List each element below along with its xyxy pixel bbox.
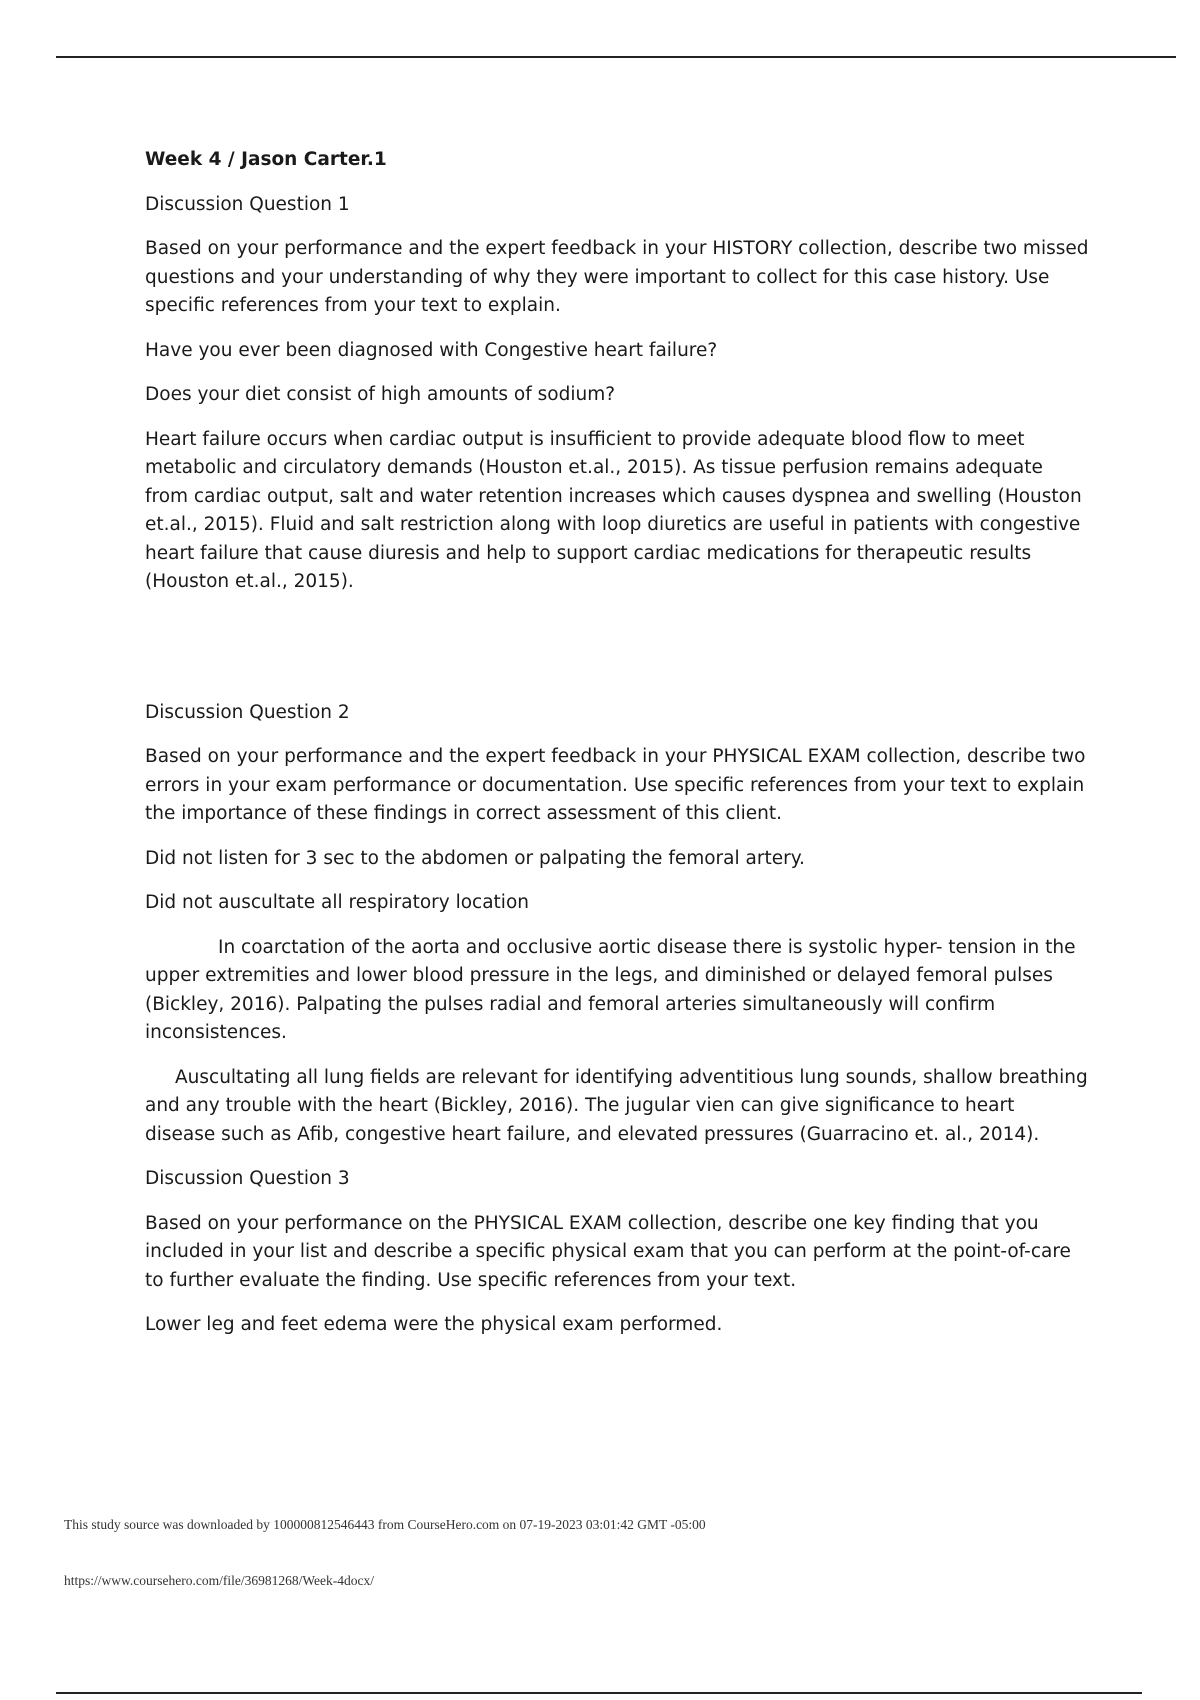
q2-heading: Discussion Question 2 [145, 701, 350, 723]
q1-heading: Discussion Question 1 [145, 193, 350, 215]
q3-prompt: Based on your performance on the PHYSICAL EXAM collection, describe one key finding that you included in your list and describe a specific physical exam that you can perform at the point-of-care to further evaluate the finding. Use specific references from your text. [145, 1212, 1071, 1291]
q2-prompt: Based on your performance and the expert feedback in your PHYSICAL EXAM collection, describe two errors in your exam performance or documentation. Use specific references from your text to explain the importance of these findings in correct assessment of this client. [145, 746, 1086, 824]
document-title: Week 4 / Jason Carter.1 [145, 149, 387, 170]
q1-answer-1: Have you ever been diagnosed with Congestive heart failure? [145, 339, 718, 361]
source-url-line: https://www.coursehero.com/file/36981268/Week-4docx/ [64, 1573, 374, 1588]
q2-answer-2: Did not auscultate all respiratory location [145, 892, 529, 913]
q2-explanation-2: Auscultating all lung fields are relevant for identifying adventitious lung sounds, shallow breathing and any trouble with the heart (Bickley, 2016). The jugular vien can give significance to heart disease such as Afib, congestive heart failure, and elevated pressures (Guarracino et. al., 2014). [145, 1066, 1088, 1145]
q2-explanation-1: In coarctation of the aorta and occlusive aortic disease there is systolic hyper- tension in the upper extremities and lower blood pressure in the legs, and diminished or delayed femoral pulses (Bickley, 2016). Palpating the pulses radial and femoral arteries simultaneously will confirm inconsistences. [145, 936, 1076, 1043]
document-body [145, 146, 1090, 1356]
download-source-line: This study source was downloaded by 100000812546443 from CourseHero.com on 07-19-2023 03:01:42 GMT -05:00 [64, 1517, 706, 1532]
q3-answer-1: Lower leg and feet edema were the physical exam performed. [145, 1314, 723, 1335]
top-rule [56, 56, 1176, 58]
q2-answer-1: Did not listen for 3 sec to the abdomen or palpating the femoral artery. [145, 847, 805, 869]
q3-heading: Discussion Question 3 [145, 1168, 350, 1189]
q1-answer-2: Does your diet consist of high amounts of sodium? [145, 384, 616, 405]
bottom-rule [56, 1692, 1142, 1694]
q1-explanation: Heart failure occurs when cardiac output is insufficient to provide adequate blood flow to meet metabolic and circulatory demands (Houston et.al., 2015). As tissue perfusion remains adequate from cardiac output, salt and water retention increases which causes dyspnea and swelling (Houston et.al., 2015). Fluid and salt restriction along with loop diuretics are useful in patients with congestive heart failure that cause diuresis and help to support cardiac medications for therapeutic results (Houston et.al., 2015). [145, 428, 1082, 592]
q1-prompt: Based on your performance and the expert feedback in your HISTORY collection, describe two missed questions and your understanding of why they were important to collect for this case history. Use specific references from your text to explain. [145, 238, 1089, 316]
